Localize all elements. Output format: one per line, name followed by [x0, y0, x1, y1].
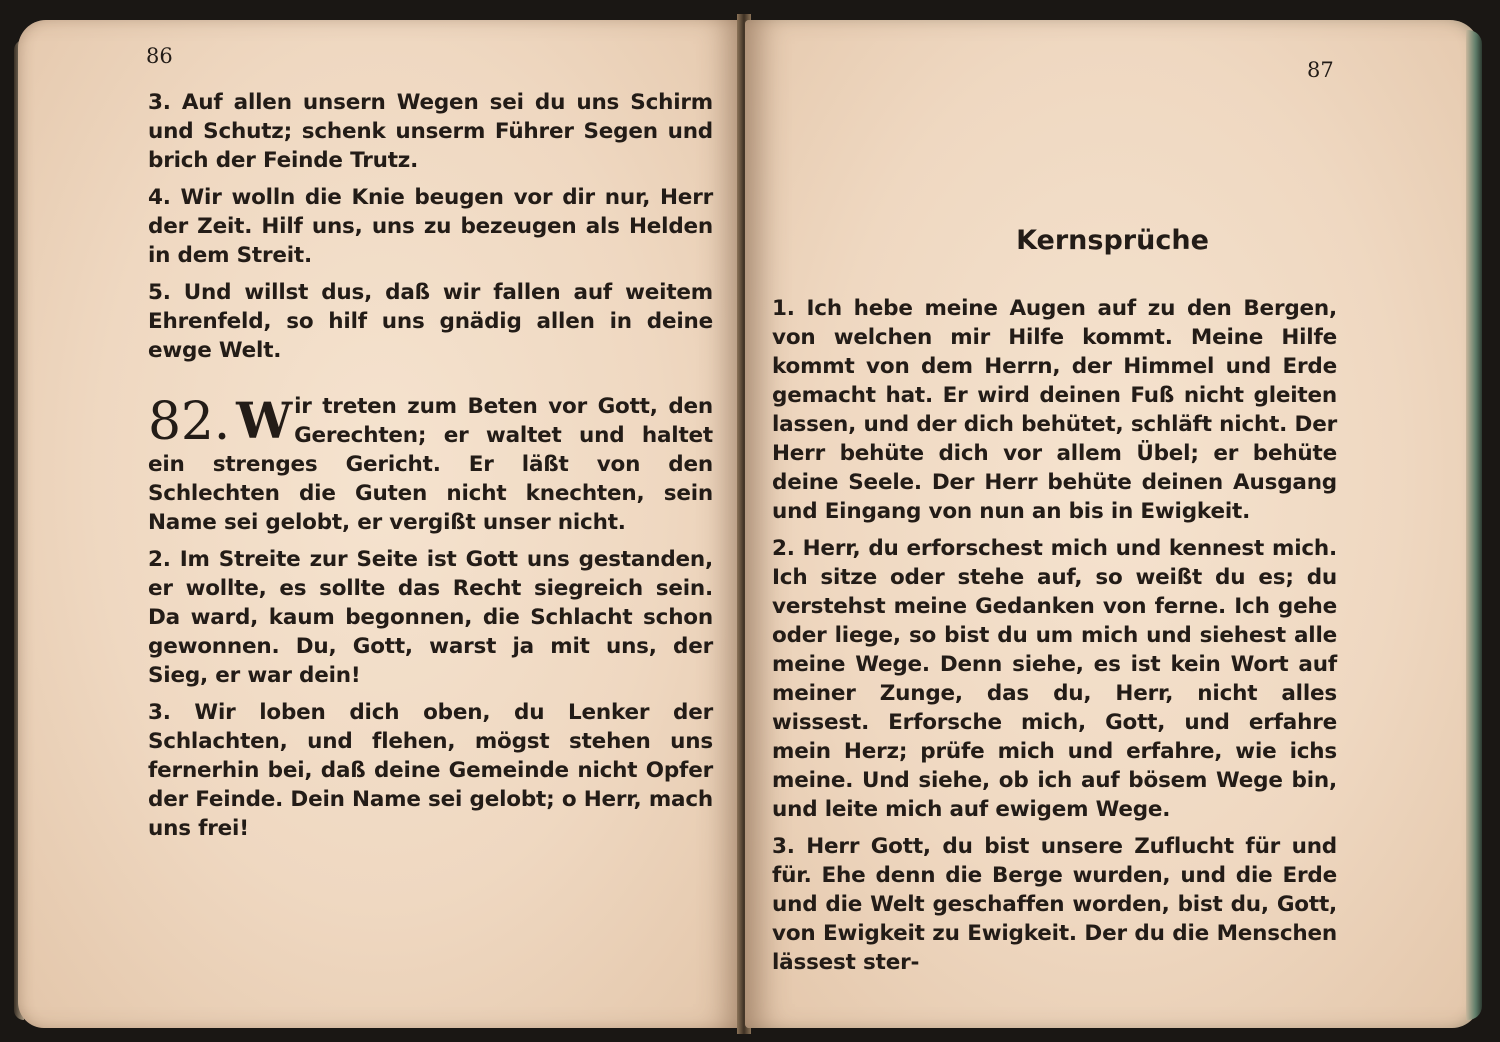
verse-3: 3. Herr Gott, du bist unsere Zuflucht für und für. Ehe denn die Berge wurden, und die Erde und die Welt geschaffen worden, bist du, Gott, von Ewigkeit zu Ewigkeit. Der du die Menschen lässest ster- [772, 834, 1337, 975]
hymn-first-stanza-text: ir treten zum Beten vor Gott, den Gerechten; er waltet und haltet ein strenges Gericht. Er läßt von den Schlechten die Guten nicht knechten, sein Name sei gelobt, er vergißt unser nicht. [148, 394, 713, 535]
stanza-5: 5. Und willst dus, daß wir fallen auf weitem Ehrenfeld, so hilf uns gnädig allen in deine ewge Welt. [148, 280, 713, 363]
hymn-82 [148, 392, 713, 851]
book-cover-edge-right [1466, 30, 1482, 1020]
hymn-number: 82. [148, 392, 231, 452]
right-page [745, 20, 1480, 1028]
dropcap-letter: W [236, 391, 293, 450]
section-heading: Kernsprüche [1016, 225, 1209, 256]
page-number-left: 86 [146, 44, 173, 68]
verse-2: 2. Herr, du erforschest mich und kennest mich. Ich sitze oder stehe auf, so weißt du es; du verstehst meine Gedanken von ferne. Ich gehe oder liege, so bist du um mich und siehest alle meine Wege. Denn siehe, es ist kein Wort auf meiner Zunge, das du, Herr, nicht alles wissest. Erforsche mich, Gott, und erfahre mein Herz; prüfe mich und erfahre, wie ichs meine. Und siehe, ob ich auf bösem Wege bin, und leite mich auf ewigem Wege. [772, 536, 1337, 822]
page-number-right: 87 [1307, 58, 1334, 82]
hymn-82-stanza-1 [148, 392, 713, 537]
left-page [18, 20, 743, 1028]
hymn-82-stanza-2: 2. Im Streite zur Seite ist Gott uns gestanden, er wollte, es sollte das Recht siegreich sein. Da ward, kaum begonnen, die Schlacht schon gewonnen. Du, Gott, warst ja mit uns, der Sieg, er war dein! [148, 547, 713, 688]
verse-1: 1. Ich hebe meine Augen auf zu den Bergen, von welchen mir Hilfe kommt. Meine Hilfe kommt von dem Herrn, der Himmel und Erde gemacht hat. Er wird deinen Fuß nicht gleiten lassen, und der dich behütet, schläft nicht. Der Herr behüte dich vor allem Übel; er behüte deine Seele. Der Herr behüte deinen Ausgang und Eingang von nun an bis in Ewigkeit. [772, 296, 1337, 524]
stanzas-continued [148, 88, 713, 373]
hymn-82-stanza-3: 3. Wir loben dich oben, du Lenker der Schlachten, und flehen, mögst stehen uns fernerhin bei, daß deine Gemeinde nicht Opfer der Feinde. Dein Name sei gelobt; o Herr, mach uns frei! [148, 700, 713, 841]
verses [772, 294, 1337, 985]
stanza-3: 3. Auf allen unsern Wegen sei du uns Schirm und Schutz; schenk unserm Führer Segen und brich der Feinde Trutz. [148, 90, 713, 173]
stanza-4: 4. Wir wolln die Knie beugen vor dir nur, Herr der Zeit. Hilf uns, uns zu bezeugen als Helden in dem Streit. [148, 185, 713, 268]
